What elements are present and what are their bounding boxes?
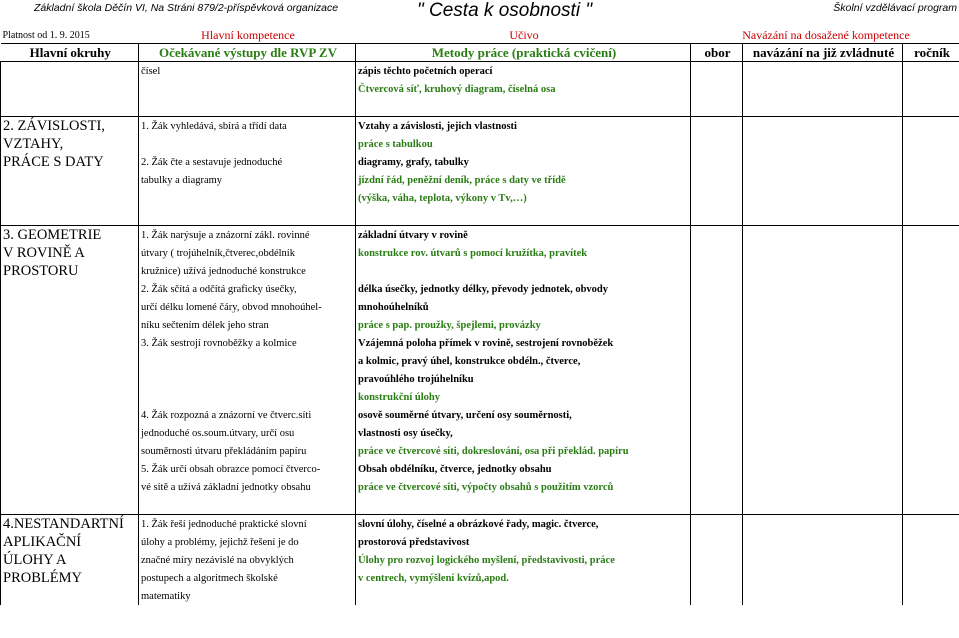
connect-cell	[743, 135, 903, 153]
table-row	[1, 153, 959, 171]
main-area-cell	[1, 352, 139, 370]
table-row	[1, 316, 959, 334]
expected-output-cell: jednoduché os.soum.útvary, určí osu	[139, 424, 356, 442]
field-cell	[691, 533, 743, 551]
grade-header: ročník	[903, 44, 959, 62]
connect-cell	[743, 370, 903, 388]
grade-cell	[903, 424, 959, 442]
method-cell	[356, 98, 691, 117]
connect-cell	[743, 478, 903, 496]
table-row	[1, 478, 959, 496]
grade-cell	[903, 135, 959, 153]
table-row	[1, 207, 959, 226]
main-area-cell	[1, 189, 139, 207]
field-header: obor	[691, 44, 743, 62]
field-cell	[691, 262, 743, 280]
connect-cell	[743, 98, 903, 117]
header-row-2	[1, 44, 959, 62]
expected-outputs-header: Očekávané výstupy dle RVP ZV	[139, 44, 356, 62]
connect-cell	[743, 244, 903, 262]
expected-output-cell: 2. Žák čte a sestavuje jednoduché	[139, 153, 356, 171]
method-cell: práce ve čtvercové síti, dokreslování, osa při překlád. papíru	[356, 442, 691, 460]
main-area-cell	[1, 442, 139, 460]
main-area-cell	[1, 370, 139, 388]
field-cell	[691, 316, 743, 334]
main-area-cell	[1, 280, 139, 298]
main-areas-header: Hlavní okruhy	[1, 44, 139, 62]
table-row	[1, 496, 959, 515]
expected-output-cell	[139, 80, 356, 98]
grade-cell	[903, 352, 959, 370]
field-cell	[691, 370, 743, 388]
method-cell: Úlohy pro rozvoj logického myšlení, představivosti, práce	[356, 551, 691, 569]
field-cell	[691, 226, 743, 245]
grade-cell	[903, 280, 959, 298]
field-cell	[691, 189, 743, 207]
field-cell	[691, 460, 743, 478]
table-row	[1, 334, 959, 352]
method-cell: osově souměrné útvary, určení osy souměrnosti,	[356, 406, 691, 424]
main-area-cell	[1, 388, 139, 406]
expected-output-cell: 2. Žák sčítá a odčítá graficky úsečky,	[139, 280, 356, 298]
field-cell	[691, 551, 743, 569]
connect-cell	[743, 189, 903, 207]
field-cell	[691, 587, 743, 605]
table-row	[1, 569, 959, 587]
field-cell	[691, 352, 743, 370]
main-area-cell: PRÁCE S DATY	[1, 153, 139, 171]
expected-output-cell: tabulky a diagramy	[139, 171, 356, 189]
grade-cell	[903, 226, 959, 245]
expected-output-cell: postupech a algoritmech školské	[139, 569, 356, 587]
field-cell	[691, 298, 743, 316]
method-cell: práce s pap. proužky, špejlemi, provázky	[356, 316, 691, 334]
method-cell: pravoúhlého trojúhelníku	[356, 370, 691, 388]
connect-cell	[743, 533, 903, 551]
expected-output-cell	[139, 189, 356, 207]
expected-output-cell: značné míry nezávislé na obvyklých	[139, 551, 356, 569]
expected-output-cell: kružnice) užívá jednoduché konstrukce	[139, 262, 356, 280]
method-cell: Vztahy a závislosti, jejich vlastnosti	[356, 117, 691, 136]
expected-output-cell	[139, 98, 356, 117]
main-area-cell	[1, 298, 139, 316]
connect-cell	[743, 587, 903, 605]
field-cell	[691, 388, 743, 406]
main-area-cell	[1, 80, 139, 98]
expected-output-cell: čísel	[139, 62, 356, 81]
expected-output-cell: matematiky	[139, 587, 356, 605]
main-area-cell	[1, 98, 139, 117]
grade-cell	[903, 442, 959, 460]
connect-cell	[743, 388, 903, 406]
grade-cell	[903, 496, 959, 515]
grade-cell	[903, 406, 959, 424]
grade-cell	[903, 478, 959, 496]
expected-output-cell: vé sítě a užívá základní jednotky obsahu	[139, 478, 356, 496]
grade-cell	[903, 244, 959, 262]
connect-cell	[743, 424, 903, 442]
table-row	[1, 280, 959, 298]
connect-cell	[743, 569, 903, 587]
grade-cell	[903, 533, 959, 551]
method-cell: konstrukce rov. útvarů s pomocí kružítka, pravítek	[356, 244, 691, 262]
grade-cell	[903, 298, 959, 316]
expected-output-cell	[139, 496, 356, 515]
field-cell	[691, 569, 743, 587]
connect-cell	[743, 496, 903, 515]
expected-output-cell	[139, 388, 356, 406]
table-row	[1, 388, 959, 406]
grade-cell	[903, 587, 959, 605]
method-cell: práce ve čtvercové síti, výpočty obsahů s použitím vzorců	[356, 478, 691, 496]
connect-cell	[743, 316, 903, 334]
grade-cell	[903, 515, 959, 534]
field-cell	[691, 207, 743, 226]
method-cell: (výška, váha, teplota, výkony v Tv,…)	[356, 189, 691, 207]
field-cell	[691, 424, 743, 442]
method-cell: zápis těchto početních operací	[356, 62, 691, 81]
grade-cell	[903, 153, 959, 171]
connect-cell	[743, 80, 903, 98]
field-cell	[691, 280, 743, 298]
table-row	[1, 533, 959, 551]
main-area-cell: VZTAHY,	[1, 135, 139, 153]
main-area-cell	[1, 171, 139, 189]
table-row	[1, 98, 959, 117]
method-cell: vlastnosti osy úsečky,	[356, 424, 691, 442]
header-row-1	[1, 28, 959, 44]
method-cell: práce s tabulkou	[356, 135, 691, 153]
grade-cell	[903, 80, 959, 98]
connect-cell	[743, 442, 903, 460]
table-row	[1, 189, 959, 207]
expected-output-cell: níku sečtením délek jeho stran	[139, 316, 356, 334]
table-row	[1, 551, 959, 569]
expected-output-cell	[139, 352, 356, 370]
expected-output-cell: určí délku lomené čáry, obvod mnohoúhel-	[139, 298, 356, 316]
main-area-cell: 4.NESTANDARTNÍ	[1, 515, 139, 534]
grade-cell	[903, 171, 959, 189]
main-area-cell	[1, 406, 139, 424]
method-cell: Vzájemná poloha přímek v rovině, sestrojení rovnoběžek	[356, 334, 691, 352]
table-row	[1, 171, 959, 189]
main-area-cell: PROBLÉMY	[1, 569, 139, 587]
method-cell	[356, 496, 691, 515]
connect-cell	[743, 406, 903, 424]
main-area-cell	[1, 207, 139, 226]
table-row	[1, 244, 959, 262]
main-area-cell	[1, 424, 139, 442]
table-row	[1, 117, 959, 136]
table-row	[1, 587, 959, 605]
grade-cell	[903, 370, 959, 388]
main-area-cell	[1, 62, 139, 81]
table-row	[1, 62, 959, 81]
method-cell: diagramy, grafy, tabulky	[356, 153, 691, 171]
table-row	[1, 262, 959, 280]
main-area-cell: APLIKAČNÍ	[1, 533, 139, 551]
field-cell	[691, 334, 743, 352]
main-area-cell	[1, 478, 139, 496]
table-row	[1, 135, 959, 153]
method-cell: a kolmic, pravý úhel, konstrukce obdéln., čtverce,	[356, 352, 691, 370]
method-cell: délka úsečky, jednotky délky, převody jednotek, obvody	[356, 280, 691, 298]
method-cell: v centrech, vymýšlení kvízů,apod.	[356, 569, 691, 587]
program-name: Školní vzdělávací program	[833, 2, 957, 14]
expected-output-cell: 3. Žák sestrojí rovnoběžky a kolmice	[139, 334, 356, 352]
main-area-cell: PROSTORU	[1, 262, 139, 280]
connect-cell	[743, 62, 903, 81]
grade-cell	[903, 551, 959, 569]
table-row	[1, 515, 959, 534]
connect-cell	[743, 153, 903, 171]
main-area-cell: V ROVINĚ A	[1, 244, 139, 262]
field-cell	[691, 62, 743, 81]
connect-cell	[743, 298, 903, 316]
connect-cell	[743, 460, 903, 478]
connect-cell	[743, 171, 903, 189]
connect-cell	[743, 226, 903, 245]
field-cell	[691, 135, 743, 153]
connect-cell	[743, 280, 903, 298]
competence-header: Hlavní kompetence	[201, 28, 295, 42]
validity-label: Platnost od 1. 9. 2015	[2, 30, 90, 41]
connect-mastered-header: navázání na již zvládnuté	[743, 44, 903, 62]
field-cell	[691, 442, 743, 460]
school-name: Základní škola Děčín VI, Na Stráni 879/2-příspěvková organizace	[34, 2, 339, 14]
field-cell	[691, 98, 743, 117]
method-cell	[356, 587, 691, 605]
main-area-cell: ÚLOHY A	[1, 551, 139, 569]
main-area-cell: 2. ZÁVISLOSTI,	[1, 117, 139, 136]
expected-output-cell	[139, 207, 356, 226]
grade-cell	[903, 262, 959, 280]
method-cell: slovní úlohy, číselné a obrázkové řady, magic. čtverce,	[356, 515, 691, 534]
method-cell: Čtvercová síť, kruhový diagram, číselná osa	[356, 80, 691, 98]
grade-cell	[903, 460, 959, 478]
connect-cell	[743, 117, 903, 136]
grade-cell	[903, 569, 959, 587]
method-cell: jízdní řád, peněžní deník, práce s daty ve třídě	[356, 171, 691, 189]
main-area-cell	[1, 316, 139, 334]
expected-output-cell: 4. Žák rozpozná a znázorní ve čtverc.síti	[139, 406, 356, 424]
program-title: " Cesta k osobnosti "	[417, 0, 593, 21]
field-cell	[691, 171, 743, 189]
field-cell	[691, 153, 743, 171]
method-cell: prostorová představivost	[356, 533, 691, 551]
table-row	[1, 80, 959, 98]
table-row	[1, 460, 959, 478]
table-row	[1, 424, 959, 442]
method-cell: Obsah obdélníku, čtverce, jednotky obsahu	[356, 460, 691, 478]
grade-cell	[903, 62, 959, 81]
expected-output-cell	[139, 370, 356, 388]
grade-cell	[903, 207, 959, 226]
field-cell	[691, 496, 743, 515]
connect-cell	[743, 334, 903, 352]
expected-output-cell: 5. Žák určí obsah obrazce pomocí čtverco-	[139, 460, 356, 478]
methods-header: Metody práce (praktická cvičení)	[356, 44, 691, 62]
table-row	[1, 298, 959, 316]
method-cell	[356, 262, 691, 280]
table-row	[1, 226, 959, 245]
table-row	[1, 442, 959, 460]
expected-output-cell	[139, 135, 356, 153]
expected-output-cell: 1. Žák vyhledává, sbírá a třídí data	[139, 117, 356, 136]
table-row	[1, 352, 959, 370]
connect-cell	[743, 207, 903, 226]
table-row	[1, 370, 959, 388]
main-area-cell	[1, 460, 139, 478]
connect-cell	[743, 551, 903, 569]
main-area-cell: 3. GEOMETRIE	[1, 226, 139, 245]
connect-cell	[743, 515, 903, 534]
expected-output-cell: souměrnosti útvaru překládáním papíru	[139, 442, 356, 460]
grade-cell	[903, 388, 959, 406]
main-area-cell	[1, 334, 139, 352]
method-cell	[356, 207, 691, 226]
connect-cell	[743, 352, 903, 370]
expected-output-cell: 1. Žák řeší jednoduché praktické slovní	[139, 515, 356, 534]
method-cell: mnohoúhelníků	[356, 298, 691, 316]
expected-output-cell: 1. Žák narýsuje a znázorní zákl. rovinné	[139, 226, 356, 245]
main-area-cell	[1, 587, 139, 605]
field-cell	[691, 80, 743, 98]
grade-cell	[903, 189, 959, 207]
page-header	[0, 0, 959, 30]
method-cell: konstrukční úlohy	[356, 388, 691, 406]
field-cell	[691, 478, 743, 496]
table-row	[1, 406, 959, 424]
curriculum-table	[0, 28, 959, 605]
connect-cell	[743, 262, 903, 280]
expected-output-cell: útvary ( trojúhelník,čtverec,obdélník	[139, 244, 356, 262]
method-cell: základní útvary v rovině	[356, 226, 691, 245]
field-cell	[691, 515, 743, 534]
field-cell	[691, 406, 743, 424]
grade-cell	[903, 316, 959, 334]
field-cell	[691, 244, 743, 262]
field-cell	[691, 117, 743, 136]
connection-header: Navázání na dosažené kompetence	[742, 28, 910, 42]
grade-cell	[903, 98, 959, 117]
curriculum-header: Učivo	[509, 28, 539, 42]
expected-output-cell: úlohy a problémy, jejichž řešení je do	[139, 533, 356, 551]
grade-cell	[903, 334, 959, 352]
main-area-cell	[1, 496, 139, 515]
grade-cell	[903, 117, 959, 136]
